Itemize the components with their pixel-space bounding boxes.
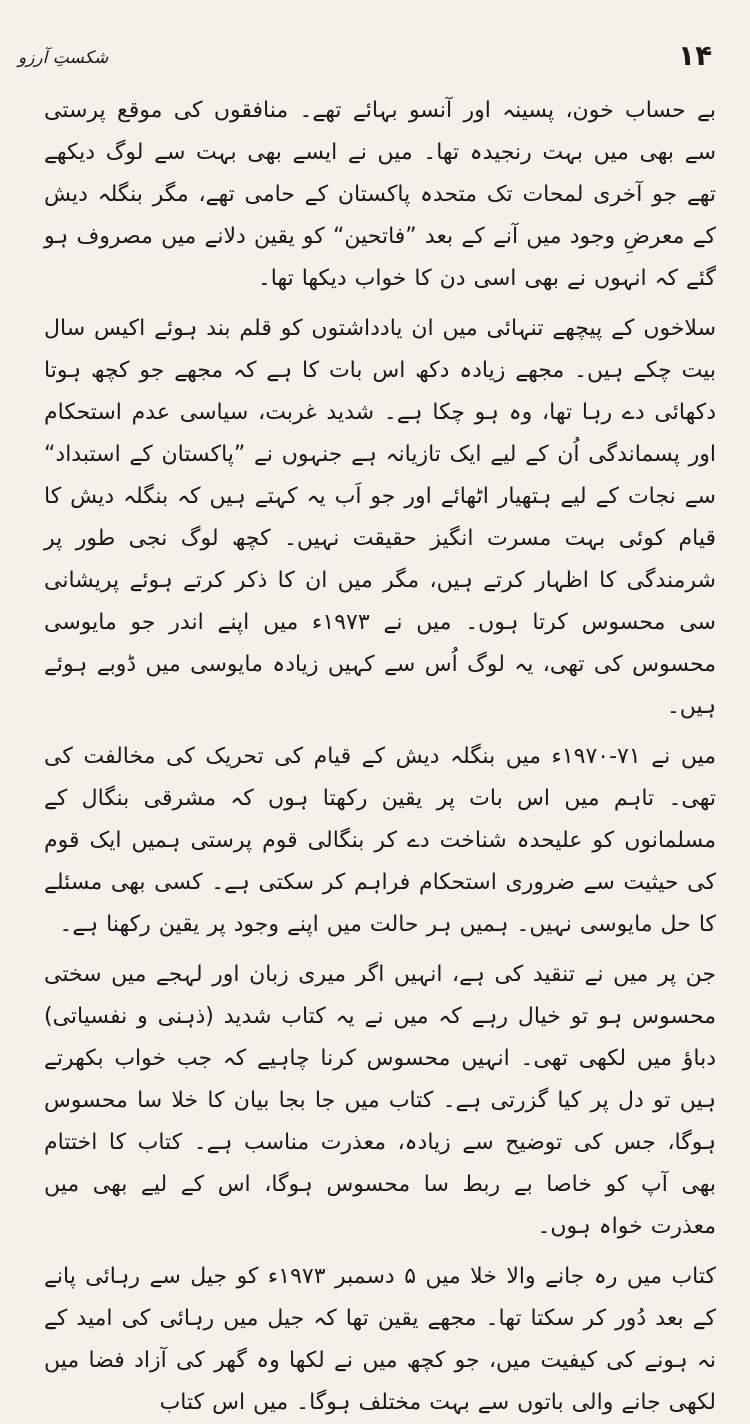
paragraph-1: بے حساب خون، پسینہ اور آنسو بہائے تھے۔ منافقوں کی موقع پرستی سے بھی میں بہت رنجیدہ تھا۔ میں نے ایسے بھی بہت سے لوگ دیکھے تھے جو آخری لمحات تک متحدہ پاکستان کے حامی تھے، مگر بنگلہ دیش کے معرضِ وجود میں آنے کے بعد ”فاتحین“ کو یقین دلانے میں مصروف ہو گئے کہ انہوں نے بھی اسی دن کا خواب دیکھا تھا۔: [44, 98, 716, 291]
page-body: [44, 90, 716, 1424]
paragraph-4: جن پر میں نے تنقید کی ہے، انہیں اگر میری زبان اور لہجے میں سختی محسوس ہو تو خیال رہے کہ میں نے یہ کتاب شدید (ذہنی و نفسیاتی) دباؤ میں لکھی تھی۔ انہیں محسوس کرنا چاہیے کہ جب خواب بکھرتے ہیں تو دل پر کیا گزرتی ہے۔ کتاب میں جا بجا بیان کا خلا سا محسوس ہوگا، جس کی توضیح سے زیادہ، معذرت مناسب ہے۔ کتاب کا اختتام بھی آپ کو خاصا بے ربط سا محسوس ہوگا، اس کے لیے بھی میں معذرت خواہ ہوں۔: [44, 962, 716, 1239]
paragraph-3: میں نے ۷۱-۱۹۷۰ء میں بنگلہ دیش کے قیام کی تحریک کی مخالفت کی تھی۔ تاہم میں اس بات پر یقین رکھتا ہوں کہ مشرقی بنگال کے مسلمانوں کو علیحدہ شناخت دے کر بنگالی قوم پرستی ہمیں ایک قوم کی حیثیت سے ضروری استحکام فراہم کر سکتی ہے۔ کسی بھی مسئلے کا حل مایوسی نہیں۔ ہمیں ہر حالت میں اپنے وجود پر یقین رکھنا ہے۔: [44, 744, 716, 937]
page-number: ۱۴: [678, 39, 713, 72]
paragraph-5: کتاب میں رہ جانے والا خلا میں ۵ دسمبر ۱۹۷۳ء کو جیل سے رہائی پانے کے بعد دُور کر سکتا تھا۔ مجھے یقین تھا کہ جیل میں رہائی کی امید کے نہ ہونے کی کیفیت میں، جو کچھ میں نے لکھا وہ گھر کی آزاد فضا میں لکھی جانے والی باتوں سے بہت مختلف ہوگا۔ میں اس کتاب: [44, 1264, 717, 1415]
running-header: شکستِ آرزو: [18, 48, 109, 68]
paragraph-2: سلاخوں کے پیچھے تنہائی میں ان یادداشتوں کو قلم بند ہوئے اکیس سال بیت چکے ہیں۔ مجھے زیادہ دکھ اس بات کا ہے کہ مجھے جو کچھ ہوتا دکھائی دے رہا تھا، وہ ہو چکا ہے۔ شدید غربت، سیاسی عدم استحکام اور پسماندگی اُن کے لیے ایک تازیانہ ہے جنہوں نے ”پاکستان کے استبداد“ سے نجات کے لیے ہتھیار اٹھائے اور جو اَب یہ کہتے ہیں کہ بنگلہ دیش کا قیام کوئی بہت مسرت انگیز حقیقت نہیں۔ کچھ لوگ نجی طور پر شرمندگی کا اظہار کرتے ہیں، مگر میں ان کا ذکر کرتے ہوئے پریشانی سی محسوس کرتا ہوں۔ میں نے ۱۹۷۳ء میں اپنے اندر جو مایوسی محسوس کی تھی، یہ لوگ اُس سے کہیں زیادہ مایوسی میں ڈوبے ہوئے ہیں۔: [44, 316, 716, 719]
